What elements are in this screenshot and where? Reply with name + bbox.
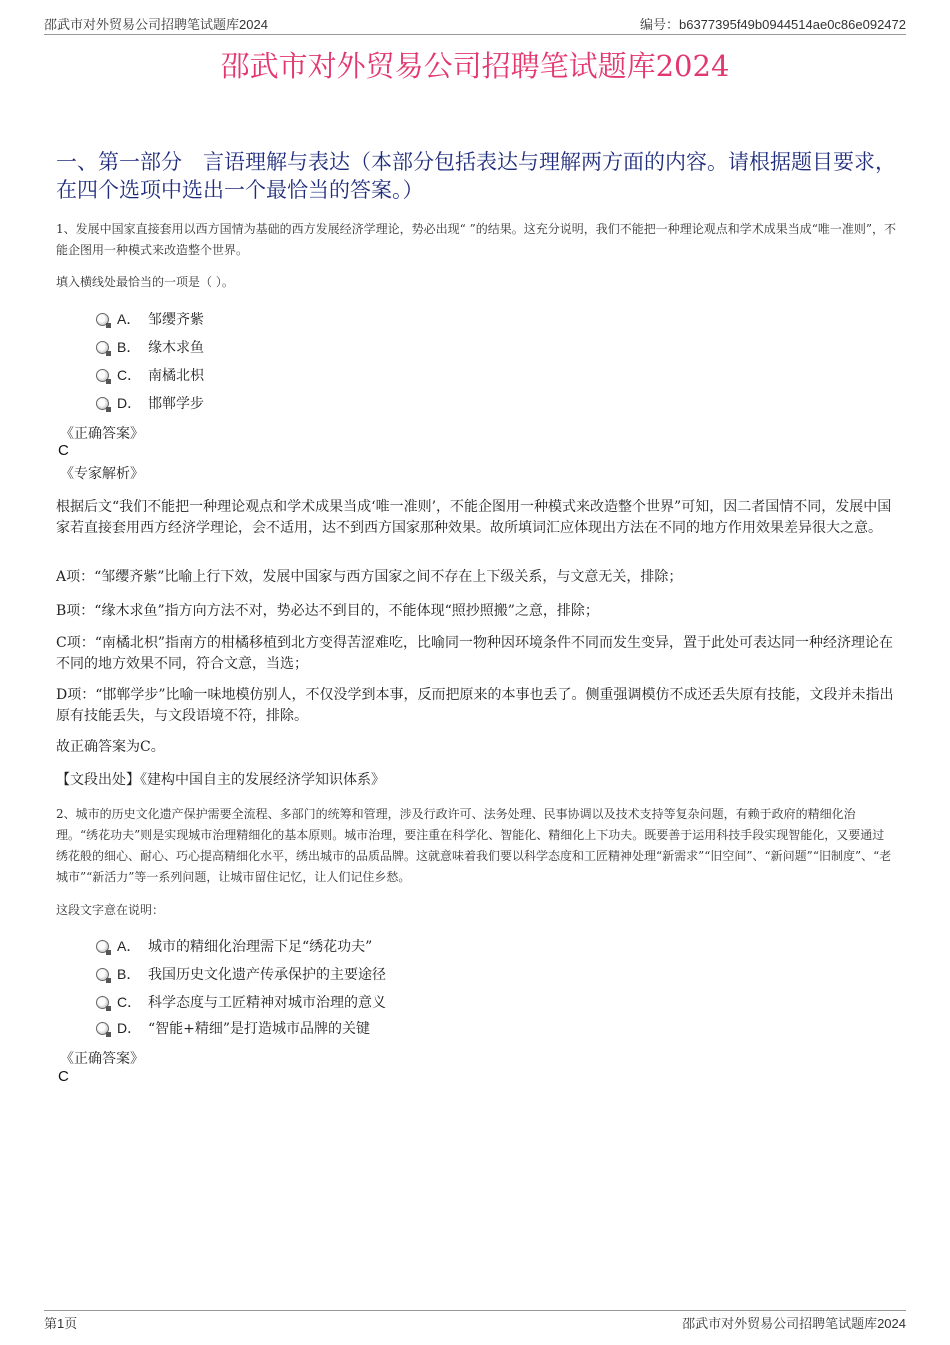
q1-analysis-a: A项：“邹缨齐紫”比喻上行下效，发展中国家与西方国家之间不存在上下级关系，与文意无关，排除； xyxy=(56,569,683,585)
radio-icon[interactable] xyxy=(96,968,109,981)
header-doc-id: 编号：b6377395f49b0944514ae0c86e092472 xyxy=(639,17,906,32)
radio-icon[interactable] xyxy=(96,940,109,953)
q1-answer: C xyxy=(58,442,69,459)
q1-conclusion: 故正确答案为C。 xyxy=(56,739,165,755)
header-title: 邵武市对外贸易公司招聘笔试题库2024 xyxy=(44,17,268,32)
q1-analysis-d: D项：“邯郸学步”比喻一味地模仿别人，不仅没学到本事，反而把原来的本事也丢了。侧重强调模仿不成还丢失原有技能，文段并未指出原有技能丢失，与文段语境不符，排除。 xyxy=(56,687,894,724)
radio-icon[interactable] xyxy=(96,397,109,410)
radio-icon[interactable] xyxy=(96,1022,109,1035)
q1-analysis-b: B项：“缘木求鱼”指方向方法不对，势必达不到目的，不能体现“照抄照搬”之意，排除； xyxy=(56,603,599,619)
q2-answer: C xyxy=(58,1068,69,1085)
page-title: 邵武市对外贸易公司招聘笔试题库2024 xyxy=(220,49,730,83)
section-heading: 一、第一部分 言语理解与表达（本部分包括表达与理解两方面的内容。请根据题目要求，在四个选项中选出一个最恰当的答案。） xyxy=(56,150,896,202)
radio-icon[interactable] xyxy=(96,341,109,354)
q2-prompt: 这段文字意在说明： xyxy=(56,903,165,917)
q1-stem: 1、发展中国家直接套用以西方国情为基础的西方发展经济学理论，势必出现“ ”的结果。这充分说明，我们不能把一种理论观点和学术成果当成“唯一准则”，不能企图用一种模式来改造整个世界。 xyxy=(56,222,896,257)
q1-analysis-para: 根据后文“我们不能把一种理论观点和学术成果当成‘唯一准则’，不能企图用一种模式来改造整个世界”可知，因二者国情不同，发展中国家若直接套用西方经济学理论，会不适用，达不到西方国家那种效果。故所填词汇应体现出方法在不同的地方作用效果差异很大之意。 xyxy=(56,499,892,536)
radio-icon[interactable] xyxy=(96,313,109,326)
q1-source: 【文段出处】《建构中国自主的发展经济学知识体系》 xyxy=(56,772,385,788)
page-number: 第1页 xyxy=(44,1316,78,1331)
page-header xyxy=(44,14,906,34)
footer-title: 邵武市对外贸易公司招聘笔试题库2024 xyxy=(682,1316,906,1331)
footer-divider xyxy=(44,1310,906,1311)
q2-stem: 2、城市的历史文化遗产保护需要全流程、多部门的统筹和管理，涉及行政许可、法务处理、民事协调以及技术支持等复杂问题，有赖于政府的精细化治理。“绣花功夫”则是实现城市治理精细化的基本原则。城市治理，要注重在科学化、智能化、精细化上下功夫。既要善于运用科技手段实现智能化，又要通过绣花般的细心、耐心、巧心提高精细化水平，绣出城市的品质品牌。这就意味着我们要以科学态度和工匠精神处理“新需求”“旧空间”、“新问题”“旧制度”、“老城市”“新活力”等一系列问题，让城市留住记忆，让人们记住乡愁。 xyxy=(56,807,892,884)
q2-answer-label: 《正确答案》 xyxy=(60,1051,144,1067)
radio-icon[interactable] xyxy=(96,369,109,382)
header-divider xyxy=(44,34,906,35)
q1-answer-label: 《正确答案》 xyxy=(60,426,144,442)
radio-icon[interactable] xyxy=(96,996,109,1009)
q1-analysis-label: 《专家解析》 xyxy=(60,466,144,482)
q1-prompt: 填入横线处最恰当的一项是（ ）。 xyxy=(56,275,234,289)
q1-analysis-c: C项：“南橘北枳”指南方的柑橘移植到北方变得苦涩难吃，比喻同一物种因环境条件不同而发生变异，置于此处可表达同一种经济理论在不同的地方效果不同，符合文意，当选； xyxy=(56,635,894,672)
